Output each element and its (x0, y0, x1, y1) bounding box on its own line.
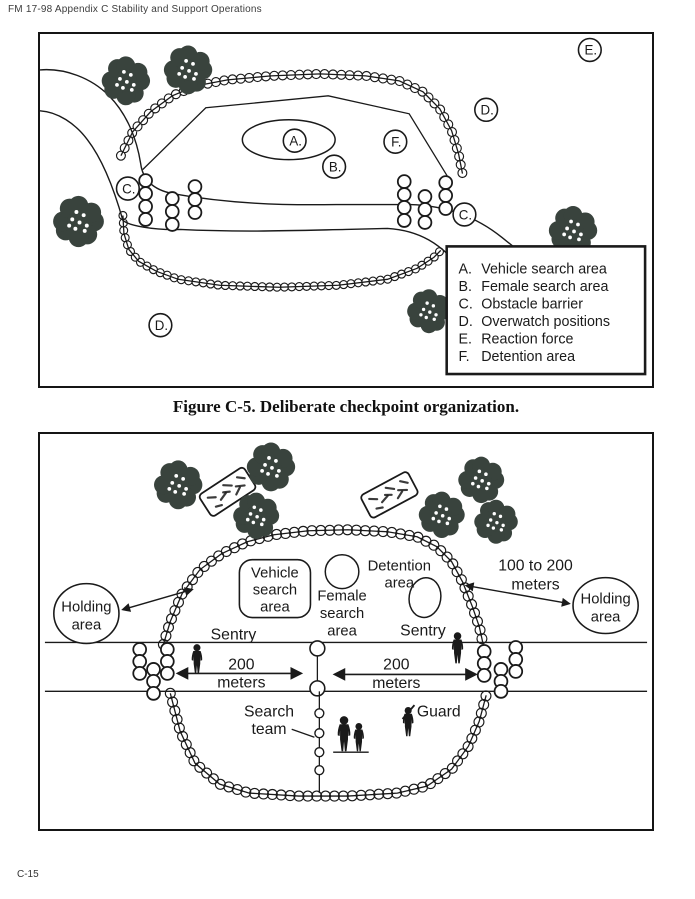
concertina-wire-top (117, 70, 467, 178)
document-header: FM 17-98 Appendix C Stability and Support Operations (8, 4, 262, 15)
obstacle-barrier-symbol (419, 190, 432, 229)
figure-c5-checkpoint-diagram (38, 32, 654, 388)
fence-loop (315, 748, 324, 757)
tree-symbol (53, 196, 104, 247)
legend-item-label: Reaction force (481, 331, 574, 348)
vehicle-search-area-label: area (260, 599, 290, 616)
female-search-area-label: Female (317, 588, 367, 605)
obstacle-barrier-symbol (166, 192, 179, 231)
legend-item-label: Vehicle search area (481, 261, 607, 278)
sentry-left-figure (192, 644, 203, 673)
female-search-area-label: area (327, 623, 357, 640)
callout-F (384, 130, 407, 153)
distance-left-label: 200 (228, 656, 255, 674)
sentry-right-label: Sentry (400, 622, 446, 640)
distance-right-label: meters (372, 674, 421, 692)
callout-D (149, 314, 172, 337)
legend-item-label: Obstacle barrier (481, 296, 583, 313)
gate-drum (310, 681, 325, 696)
tree-symbol (419, 492, 465, 538)
callout-label: A. (289, 133, 302, 149)
gate-drum (310, 641, 325, 656)
fence-loop (315, 709, 324, 718)
legend-item-key: D. (458, 313, 473, 330)
callout-label: D. (480, 102, 494, 118)
holding-area-left-label: Holding (61, 599, 112, 616)
checkpoint-layout-drawing (40, 434, 652, 829)
distance-left-label: meters (217, 674, 266, 692)
obstacle-barrier-symbol (398, 175, 411, 227)
legend-item-label: Overwatch positions (481, 313, 611, 330)
obstacle-barrier-symbol (147, 663, 160, 700)
callout-E (578, 38, 601, 61)
tree-symbol (407, 289, 451, 333)
vehicle-search-area-label: search (252, 582, 298, 599)
callout-label: E. (584, 42, 598, 58)
search-team-label: Search (244, 703, 294, 721)
checkpoint-layout-diagram (38, 432, 654, 831)
female-search-area-label: search (319, 605, 365, 623)
checkpoint-organization-drawing (40, 34, 652, 386)
search-team-figure (338, 716, 351, 751)
holding-area-right-label: Holding (580, 591, 631, 608)
vehicle-symbol (360, 471, 419, 519)
tree-symbol (154, 460, 202, 509)
legend-item-key: E. (458, 331, 473, 348)
standoff-distance-label: meters (511, 576, 560, 594)
vehicle-search-area-label: Vehicle (251, 565, 299, 582)
legend (447, 246, 645, 374)
callout-B (323, 155, 346, 178)
page-number: C-15 (17, 869, 39, 880)
callout-C (117, 177, 140, 200)
obstacle-barrier-symbol (509, 641, 522, 678)
callout-label: F. (391, 134, 402, 150)
obstacle-barrier-symbol (478, 645, 491, 682)
callout-label: B. (328, 159, 342, 175)
callout-label: C. (122, 181, 136, 197)
search-team-figure (354, 723, 364, 751)
tree-symbol (458, 457, 504, 503)
obstacle-barrier-symbol (495, 663, 508, 698)
detention-area-label: Detention (367, 558, 431, 575)
detention-area-label: area (384, 575, 415, 592)
sentry-left-label: Sentry (210, 626, 257, 644)
callout-A (283, 129, 306, 152)
legend-item-label: Detention area (481, 349, 576, 366)
legend-item-label: Female search area (481, 278, 609, 295)
search-team-label: team (251, 721, 287, 739)
standoff-distance-label: 100 to 200 (498, 557, 573, 575)
road-north-edge (40, 70, 549, 276)
callout-label: D. (154, 317, 169, 333)
callout-D (475, 98, 498, 121)
legend-item-key: B. (458, 278, 473, 295)
distance-right-label: 200 (383, 656, 410, 674)
obstacle-barrier-symbol (161, 643, 174, 680)
search-team-pointer (292, 729, 315, 737)
legend-item-key: A. (458, 261, 473, 278)
legend-item-key: C. (458, 296, 473, 313)
callout-label: C. (458, 207, 473, 223)
tree-symbol (102, 56, 150, 105)
holding-area-right-label: area (590, 609, 621, 626)
guard-figure (402, 705, 414, 736)
fence-loop (315, 766, 324, 775)
obstacle-barrier-symbol (139, 174, 152, 226)
legend-item-key: F. (458, 349, 470, 366)
callout-C (453, 203, 476, 226)
fence-loop (315, 729, 324, 738)
guard-label: Guard (416, 703, 461, 721)
holding-area-left-label: area (71, 617, 102, 634)
figure-caption: Figure C-5. Deliberate checkpoint organization. (172, 397, 520, 416)
sentry-right-figure (452, 632, 463, 663)
road-south-edge (40, 111, 478, 291)
obstacle-barrier-symbol (189, 180, 202, 219)
tree-symbol (474, 500, 518, 544)
obstacle-barrier-symbol (133, 643, 146, 680)
concertina-wire-top-line (121, 74, 463, 174)
obstacle-barrier-symbol (439, 176, 452, 215)
female-search-area-shape (325, 555, 359, 589)
